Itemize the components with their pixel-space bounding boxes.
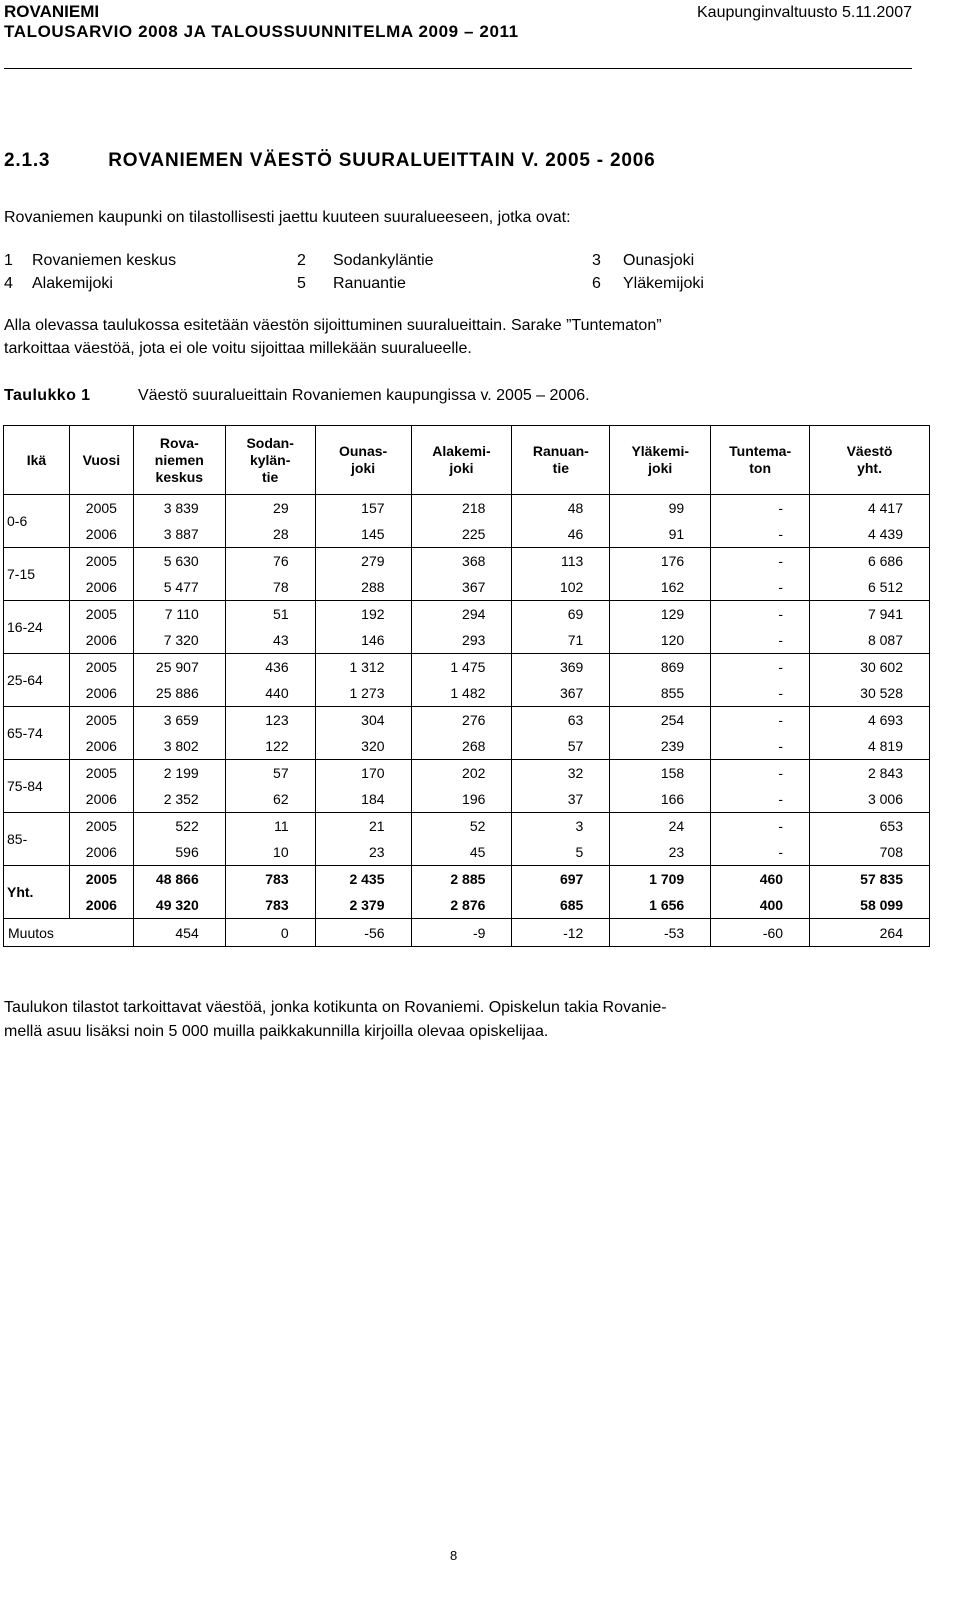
value-cell: 4 693 — [810, 707, 930, 734]
value-cell: 2 199 — [133, 760, 225, 787]
year-cell: 2005 — [69, 601, 133, 628]
area-item: 5 — [297, 275, 306, 292]
age-group-cell: 16-24 — [4, 601, 70, 654]
value-cell: 7 320 — [133, 627, 225, 654]
value-cell: 24 — [610, 813, 711, 840]
value-cell: 2 876 — [411, 892, 512, 919]
table-row — [4, 707, 930, 734]
value-cell: 162 — [610, 574, 711, 601]
value-cell: 57 — [512, 733, 610, 760]
age-group-cell: 7-15 — [4, 548, 70, 601]
value-cell: 166 — [610, 786, 711, 813]
value-cell: 3 802 — [133, 733, 225, 760]
value-cell: 58 099 — [810, 892, 930, 919]
value-cell: 57 — [225, 760, 315, 787]
value-cell: - — [711, 760, 810, 787]
population-table — [3, 425, 930, 947]
value-cell: 23 — [315, 839, 411, 866]
year-cell: 2005 — [69, 495, 133, 522]
value-cell: - — [711, 548, 810, 575]
column-header: Sodan- kylän- tie — [225, 426, 315, 495]
footnote-line-2: mellä asuu lisäksi noin 5 000 muilla paikkakunnilla kirjoilla olevaa opiskelijaa. — [4, 1023, 549, 1040]
value-cell: 170 — [315, 760, 411, 787]
section-title: ROVANIEMEN VÄESTÖ SUURALUEITTAIN V. 2005 - 2006 — [108, 150, 656, 171]
column-header: Ranuan- tie — [512, 426, 610, 495]
value-cell: 367 — [512, 680, 610, 707]
description-line-1: Alla olevassa taulukossa esitetään väestön sijoittuminen suuralueittain. Sarake ”Tuntematon” — [4, 317, 662, 334]
table-caption — [4, 387, 590, 405]
value-cell: 202 — [411, 760, 512, 787]
year-cell: 2005 — [69, 866, 133, 893]
value-cell: 145 — [315, 521, 411, 548]
value-cell: 62 — [225, 786, 315, 813]
value-cell: 52 — [411, 813, 512, 840]
header-title: TALOUSARVIO 2008 JA TALOUSSUUNNITELMA 2009 – 2011 — [4, 22, 519, 41]
value-cell: 6 512 — [810, 574, 930, 601]
year-cell: 2006 — [69, 786, 133, 813]
value-cell: 30 528 — [810, 680, 930, 707]
value-cell: 5 630 — [133, 548, 225, 575]
column-header: Tuntema- ton — [711, 426, 810, 495]
value-cell: - — [711, 627, 810, 654]
value-cell: 708 — [810, 839, 930, 866]
header-org: ROVANIEMI — [4, 2, 100, 21]
change-label: Muutos — [4, 919, 134, 947]
table-row — [4, 786, 930, 813]
year-cell: 2006 — [69, 733, 133, 760]
value-cell: - — [711, 521, 810, 548]
table-header-row — [4, 426, 930, 495]
value-cell: 268 — [411, 733, 512, 760]
value-cell: 400 — [711, 892, 810, 919]
value-cell: 320 — [315, 733, 411, 760]
column-header: Väestö yht. — [810, 426, 930, 495]
value-cell: 28 — [225, 521, 315, 548]
value-cell: - — [711, 813, 810, 840]
value-cell: 288 — [315, 574, 411, 601]
value-cell: 869 — [610, 654, 711, 681]
column-header: Yläkemi- joki — [610, 426, 711, 495]
value-cell: 225 — [411, 521, 512, 548]
value-cell: 5 — [512, 839, 610, 866]
table-row — [4, 866, 930, 893]
value-cell: 21 — [315, 813, 411, 840]
description-line-2: tarkoittaa väestöä, jota ei ole voitu sijoittaa millekään suuralueelle. — [4, 340, 472, 357]
year-cell: 2005 — [69, 548, 133, 575]
year-cell: 2006 — [69, 521, 133, 548]
value-cell: 783 — [225, 866, 315, 893]
value-cell: 596 — [133, 839, 225, 866]
year-cell: 2005 — [69, 654, 133, 681]
value-cell: 23 — [610, 839, 711, 866]
area-name: Ounasjoki — [623, 252, 695, 269]
description-paragraph — [4, 314, 662, 360]
caption-text: Väestö suuralueittain Rovaniemen kaupungissa v. 2005 – 2006. — [138, 387, 590, 404]
value-cell: 7 110 — [133, 601, 225, 628]
column-header: Rova- niemen keskus — [133, 426, 225, 495]
page-number: 8 — [450, 1548, 458, 1563]
year-cell: 2005 — [69, 707, 133, 734]
area-name: Sodankyläntie — [333, 252, 434, 269]
value-cell: 11 — [225, 813, 315, 840]
table-row — [4, 495, 930, 522]
page-header — [4, 2, 519, 42]
value-cell: 436 — [225, 654, 315, 681]
change-value-cell: 264 — [810, 919, 930, 947]
value-cell: 48 — [512, 495, 610, 522]
table-row — [4, 839, 930, 866]
value-cell: 218 — [411, 495, 512, 522]
year-cell: 2006 — [69, 627, 133, 654]
area-name: Yläkemijoki — [623, 275, 704, 292]
value-cell: 45 — [411, 839, 512, 866]
value-cell: 25 886 — [133, 680, 225, 707]
value-cell: 158 — [610, 760, 711, 787]
value-cell: 4 439 — [810, 521, 930, 548]
value-cell: 91 — [610, 521, 711, 548]
value-cell: 367 — [411, 574, 512, 601]
change-value-cell: -56 — [315, 919, 411, 947]
value-cell: - — [711, 786, 810, 813]
value-cell: 4 417 — [810, 495, 930, 522]
change-row — [4, 919, 930, 947]
value-cell: 1 273 — [315, 680, 411, 707]
value-cell: 25 907 — [133, 654, 225, 681]
value-cell: 184 — [315, 786, 411, 813]
table-row — [4, 733, 930, 760]
value-cell: 3 — [512, 813, 610, 840]
value-cell: 129 — [610, 601, 711, 628]
value-cell: 2 379 — [315, 892, 411, 919]
value-cell: 157 — [315, 495, 411, 522]
table-row — [4, 654, 930, 681]
value-cell: 48 866 — [133, 866, 225, 893]
value-cell: 294 — [411, 601, 512, 628]
area-name: Ranuantie — [333, 275, 406, 292]
year-cell: 2006 — [69, 680, 133, 707]
area-item: 3 — [592, 252, 601, 269]
change-value-cell: -53 — [610, 919, 711, 947]
age-group-cell: 25-64 — [4, 654, 70, 707]
value-cell: - — [711, 601, 810, 628]
section-heading — [4, 150, 655, 172]
value-cell: 69 — [512, 601, 610, 628]
value-cell: 10 — [225, 839, 315, 866]
table-row — [4, 574, 930, 601]
table-row — [4, 601, 930, 628]
section-number: 2.1.3 — [4, 150, 51, 171]
age-group-cell: 85- — [4, 813, 70, 866]
value-cell: 369 — [512, 654, 610, 681]
year-cell: 2005 — [69, 760, 133, 787]
value-cell: 685 — [512, 892, 610, 919]
value-cell: 2 352 — [133, 786, 225, 813]
value-cell: 51 — [225, 601, 315, 628]
value-cell: 440 — [225, 680, 315, 707]
value-cell: 4 819 — [810, 733, 930, 760]
value-cell: 6 686 — [810, 548, 930, 575]
value-cell: 78 — [225, 574, 315, 601]
value-cell: 176 — [610, 548, 711, 575]
age-group-cell: 75-84 — [4, 760, 70, 813]
value-cell: 102 — [512, 574, 610, 601]
table-row — [4, 680, 930, 707]
year-cell: 2006 — [69, 892, 133, 919]
value-cell: 71 — [512, 627, 610, 654]
column-header: Ounas- joki — [315, 426, 411, 495]
value-cell: - — [711, 680, 810, 707]
value-cell: 5 477 — [133, 574, 225, 601]
value-cell: 653 — [810, 813, 930, 840]
year-cell: 2006 — [69, 574, 133, 601]
age-group-cell: 0-6 — [4, 495, 70, 548]
value-cell: 3 839 — [133, 495, 225, 522]
header-meeting: Kaupunginvaltuusto 5.11.2007 — [697, 4, 912, 21]
change-value-cell: -9 — [411, 919, 512, 947]
column-header: Alakemi- joki — [411, 426, 512, 495]
value-cell: 3 887 — [133, 521, 225, 548]
column-header: Ikä — [4, 426, 70, 495]
table-row — [4, 627, 930, 654]
value-cell: 1 482 — [411, 680, 512, 707]
value-cell: - — [711, 707, 810, 734]
age-group-cell: 65-74 — [4, 707, 70, 760]
footnote-paragraph — [4, 996, 916, 1044]
caption-label: Taulukko 1 — [4, 387, 91, 404]
value-cell: - — [711, 839, 810, 866]
value-cell: - — [711, 574, 810, 601]
value-cell: 49 320 — [133, 892, 225, 919]
value-cell: 113 — [512, 548, 610, 575]
value-cell: 1 709 — [610, 866, 711, 893]
value-cell: 32 — [512, 760, 610, 787]
value-cell: 293 — [411, 627, 512, 654]
area-item: 4 — [4, 275, 13, 292]
value-cell: 7 941 — [810, 601, 930, 628]
value-cell: 99 — [610, 495, 711, 522]
value-cell: 239 — [610, 733, 711, 760]
header-rule — [4, 68, 912, 69]
value-cell: 304 — [315, 707, 411, 734]
value-cell: 123 — [225, 707, 315, 734]
value-cell: 122 — [225, 733, 315, 760]
change-value-cell: -12 — [512, 919, 610, 947]
value-cell: 76 — [225, 548, 315, 575]
value-cell: 368 — [411, 548, 512, 575]
value-cell: 2 843 — [810, 760, 930, 787]
value-cell: 120 — [610, 627, 711, 654]
value-cell: 855 — [610, 680, 711, 707]
age-group-cell: Yht. — [4, 866, 70, 919]
value-cell: 3 006 — [810, 786, 930, 813]
table-row — [4, 548, 930, 575]
change-value-cell: 454 — [133, 919, 225, 947]
table-row — [4, 760, 930, 787]
area-item: 2 — [297, 252, 306, 269]
value-cell: 783 — [225, 892, 315, 919]
value-cell: 2 435 — [315, 866, 411, 893]
table-row — [4, 521, 930, 548]
value-cell: 146 — [315, 627, 411, 654]
column-header: Vuosi — [69, 426, 133, 495]
value-cell: 43 — [225, 627, 315, 654]
value-cell: 192 — [315, 601, 411, 628]
value-cell: 1 312 — [315, 654, 411, 681]
value-cell: 254 — [610, 707, 711, 734]
area-name: Alakemijoki — [32, 275, 113, 292]
area-item: 6 — [592, 275, 601, 292]
change-value-cell: 0 — [225, 919, 315, 947]
area-name: Rovaniemen keskus — [32, 252, 177, 269]
value-cell: - — [711, 495, 810, 522]
change-value-cell: -60 — [711, 919, 810, 947]
value-cell: 697 — [512, 866, 610, 893]
value-cell: 522 — [133, 813, 225, 840]
table-row — [4, 813, 930, 840]
value-cell: 2 885 — [411, 866, 512, 893]
value-cell: - — [711, 733, 810, 760]
year-cell: 2005 — [69, 813, 133, 840]
value-cell: 57 835 — [810, 866, 930, 893]
value-cell: 460 — [711, 866, 810, 893]
value-cell: 1 475 — [411, 654, 512, 681]
value-cell: 279 — [315, 548, 411, 575]
intro-paragraph: Rovaniemen kaupunki on tilastollisesti jaettu kuuteen suuralueeseen, jotka ovat: — [4, 209, 571, 226]
value-cell: 29 — [225, 495, 315, 522]
value-cell: 3 659 — [133, 707, 225, 734]
value-cell: 1 656 — [610, 892, 711, 919]
value-cell: 46 — [512, 521, 610, 548]
year-cell: 2006 — [69, 839, 133, 866]
value-cell: 276 — [411, 707, 512, 734]
value-cell: 196 — [411, 786, 512, 813]
value-cell: 37 — [512, 786, 610, 813]
value-cell: 8 087 — [810, 627, 930, 654]
footnote-line-1: Taulukon tilastot tarkoittavat väestöä, jonka kotikunta on Rovaniemi. Opiskelun takia Rovanie- — [4, 999, 667, 1016]
value-cell: 30 602 — [810, 654, 930, 681]
table-row — [4, 892, 930, 919]
value-cell: 63 — [512, 707, 610, 734]
value-cell: - — [711, 654, 810, 681]
